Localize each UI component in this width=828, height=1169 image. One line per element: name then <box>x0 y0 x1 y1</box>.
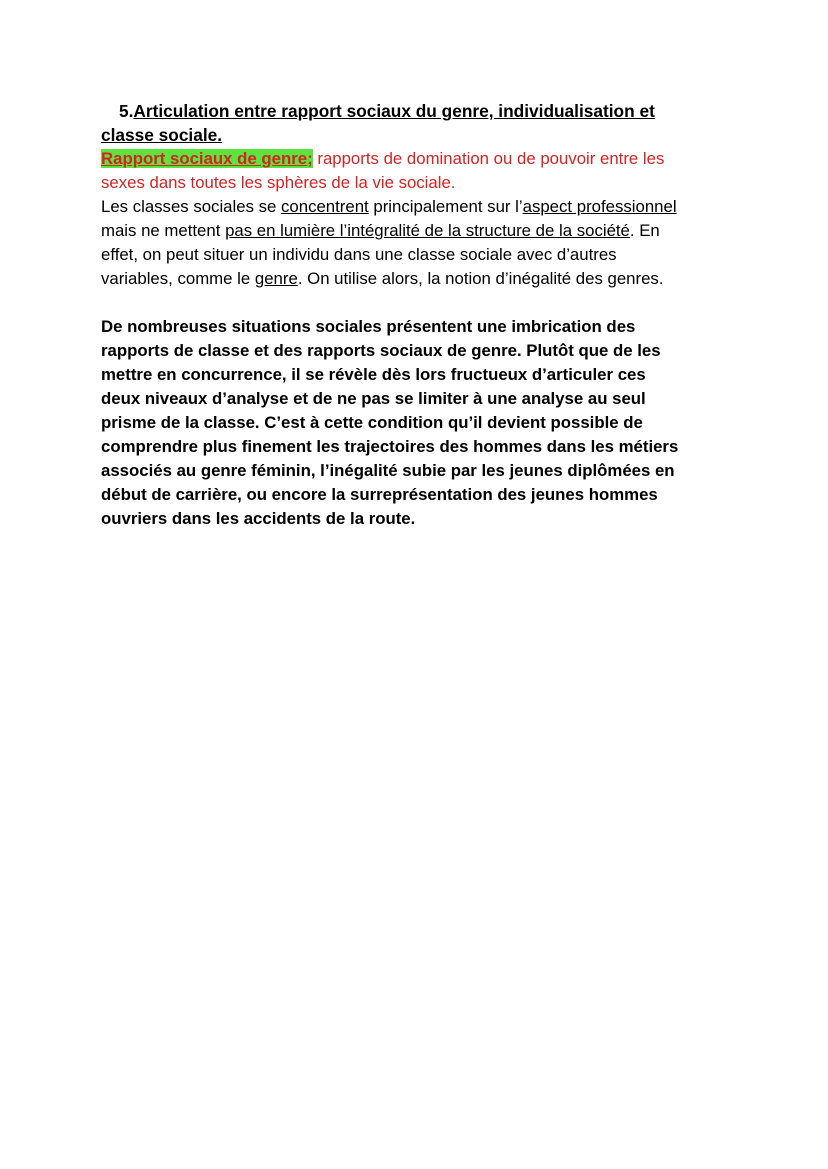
para1-text: . On utilise alors, la notion d’inégalité des genres. <box>297 269 664 288</box>
para1-underline-aspect: aspect professionnel <box>522 197 677 216</box>
para1-text: variables, comme le <box>101 269 255 288</box>
para2-line: rapports de classe et des rapports sociaux de genre. Plutôt que de les <box>101 341 661 360</box>
para2-line: début de carrière, ou encore la surreprésentation des jeunes hommes <box>101 485 658 504</box>
para1-text: effet, on peut situer un individu dans une classe sociale avec d’autres <box>101 245 617 264</box>
paragraph-imbrication <box>101 315 741 531</box>
paragraph-classes-sociales <box>101 195 741 291</box>
para1-text: . En <box>629 221 660 240</box>
para2-line: comprendre plus finement les trajectoires des hommes dans les métiers <box>101 437 679 456</box>
para1-underline-genre: genre <box>254 269 298 288</box>
para1-underline-concentrent: concentrent <box>281 197 369 216</box>
section-number: 5. <box>119 101 134 121</box>
para1-text: principalement sur l’ <box>368 197 523 216</box>
para1-underline-structure: pas en lumière l’intégralité de la structure de la société <box>225 221 630 240</box>
definition-block <box>101 147 741 195</box>
para1-text: Les classes sociales se <box>101 197 282 216</box>
section-heading <box>101 99 741 147</box>
section-title-line1: Articulation entre rapport sociaux du genre, individualisation et <box>133 101 655 121</box>
definition-term: Rapport sociaux de genre; <box>101 149 313 168</box>
para2-line: De nombreuses situations sociales présentent une imbrication des <box>101 317 636 336</box>
definition-text-line1: rapports de domination ou de pouvoir entre les <box>312 149 665 168</box>
section-title-line2: classe sociale. <box>101 125 223 145</box>
definition-text-line2: sexes dans toutes les sphères de la vie sociale. <box>101 173 456 192</box>
para2-line: ouvriers dans les accidents de la route. <box>101 509 416 528</box>
para2-line: associés au genre féminin, l’inégalité subie par les jeunes diplômées en <box>101 461 675 480</box>
para1-text: mais ne mettent <box>101 221 226 240</box>
para2-line: prisme de la classe. C’est à cette condition qu’il devient possible de <box>101 413 643 432</box>
para2-line: mettre en concurrence, il se révèle dès lors fructueux d’articuler ces <box>101 365 646 384</box>
para2-line: deux niveaux d’analyse et de ne pas se limiter à une analyse au seul <box>101 389 646 408</box>
document-page <box>101 99 741 531</box>
